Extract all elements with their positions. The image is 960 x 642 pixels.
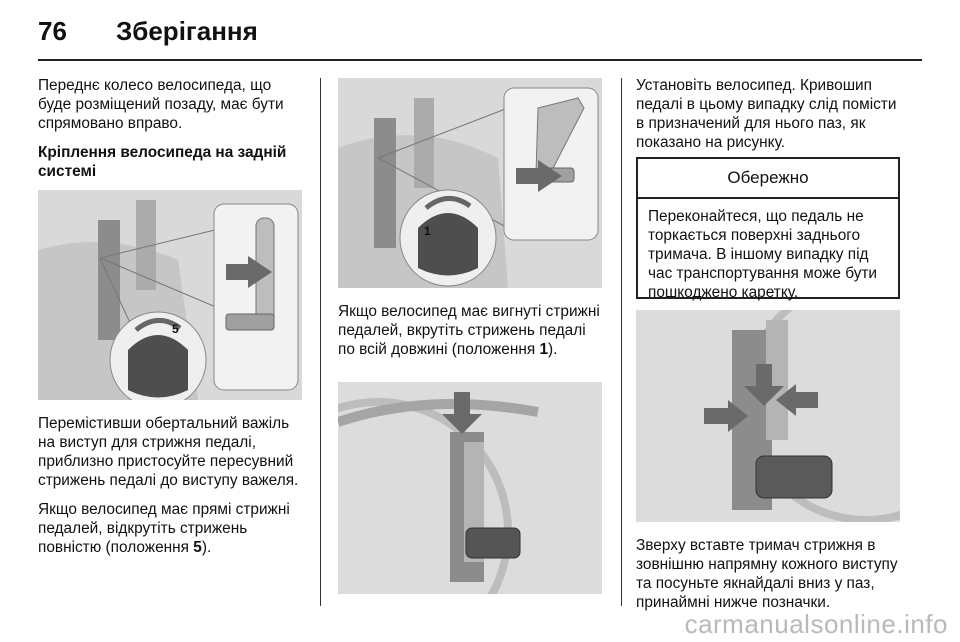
figure-lever-curved (338, 78, 602, 288)
position-number: 5 (193, 539, 202, 556)
figure-lever-rotation (38, 190, 302, 400)
holder-paragraph: Зверху вставте тримач стрижня в зовнішню напрямну кожного виступу та посуньте якнайдалі вниз у паз, принаймні нижче позначки. (636, 537, 898, 611)
watermark: carmanualsonline.info (684, 609, 948, 639)
figure-position-label: 1 (424, 224, 431, 238)
page-number: 76 (38, 16, 67, 46)
column-divider-1 (320, 78, 321, 606)
section-heading: Кріплення велосипеда на задній системі (38, 144, 287, 180)
figure-holder-insert (636, 310, 900, 522)
middle-column-text (338, 302, 606, 369)
caution-title: Обережно (638, 159, 898, 199)
position-number: 1 (539, 341, 549, 358)
left-column-text (38, 414, 308, 567)
right-column-text (636, 76, 906, 162)
install-paragraph: Установіть велосипед. Кривошип педалі в цьому випадку слід помісти в призначений для нього паз, як показано на рисунку. (636, 77, 897, 151)
page-header (38, 16, 922, 46)
caution-text: Переконайтеся, що педаль не торкається поверхні заднього тримача. В іншому випадку під час транспортування може бути пошкоджено каретку. (648, 208, 878, 301)
figure-position-label: 5 (172, 322, 179, 336)
figure-bike-mounted (338, 382, 602, 594)
chapter-title: Зберігання (116, 16, 258, 46)
curved-pedal-paragraph: Якщо велосипед має вигнуті стрижні педалей, вкрутіть стрижень педалі по всій довжині (положення 1). (338, 303, 600, 358)
left-column (38, 76, 304, 191)
lever-paragraph: Перемістивши обертальний важіль на виступ для стрижня педалі, приблизно пристосуйте пересувний стрижень педалі до виступу важеля. (38, 415, 299, 489)
intro-paragraph: Переднє колесо велосипеда, що буде розміщений позаду, має бути спрямовано вправо. (38, 77, 284, 132)
column-divider-2 (621, 78, 622, 606)
straight-pedal-paragraph: Якщо велосипед має прямі стрижні педалей, відкрутіть стрижень повністю (положення 5). (38, 501, 290, 556)
header-rule (38, 59, 922, 61)
caution-box (636, 157, 900, 299)
